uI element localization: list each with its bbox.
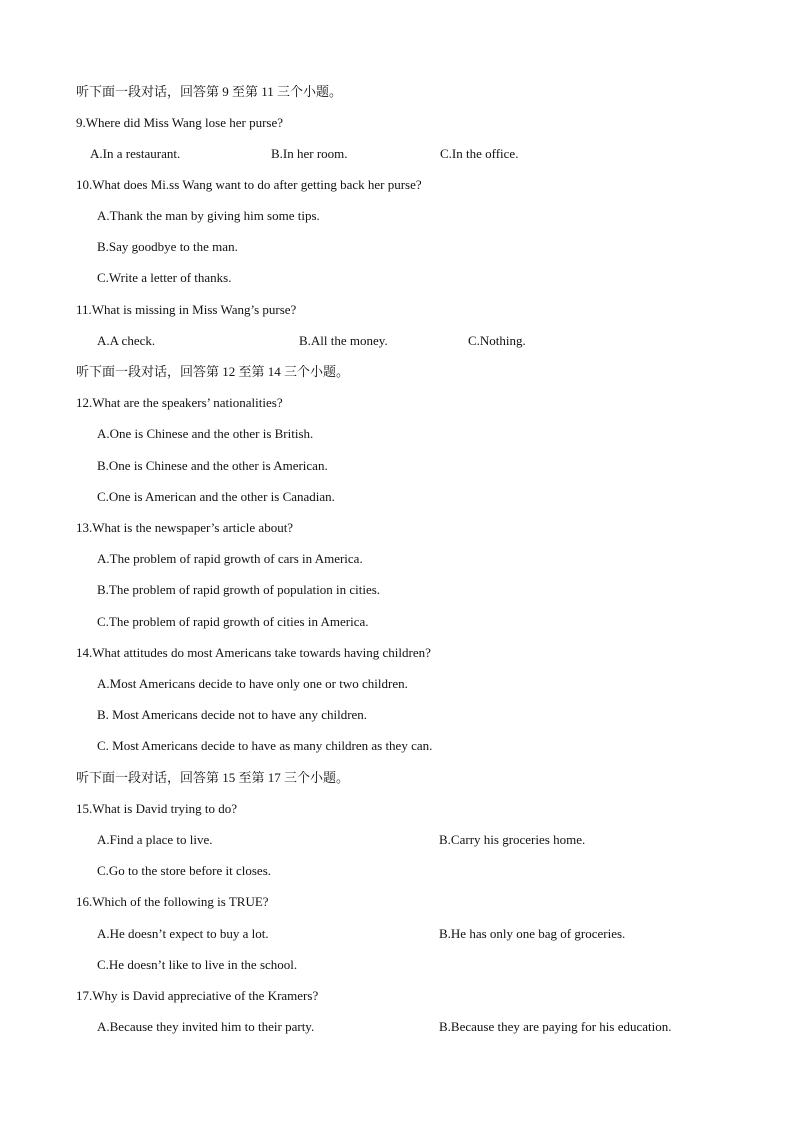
question-13-stem: 13.What is the newspaper’s article about? — [76, 520, 294, 535]
question-13-option-a: A.The problem of rapid growth of cars in America. — [97, 551, 363, 566]
question-9-option-b: B.In her room. — [271, 146, 348, 161]
question-14-option-a: A.Most Americans decide to have only one or two children. — [97, 676, 408, 691]
question-13-option-b: B.The problem of rapid growth of population in cities. — [97, 582, 381, 597]
question-11-option-b: B.All the money. — [299, 333, 388, 348]
question-14-stem: 14.What attitudes do most Americans take towards having children? — [76, 645, 431, 660]
question-15-option-a: A.Find a place to live. — [97, 832, 213, 847]
section-heading: 听下面一段对话，回答第 15 至第 17 三个小题。 — [76, 770, 350, 785]
question-12-option-a: A.One is Chinese and the other is British. — [97, 426, 314, 441]
question-11-option-c: C.Nothing. — [468, 333, 526, 348]
question-16-option-a: A.He doesn’t expect to buy a lot. — [97, 926, 269, 941]
question-15-stem: 15.What is David trying to do? — [76, 801, 238, 816]
question-10-option-c: C.Write a letter of thanks. — [97, 270, 232, 285]
question-10-stem: 10.What does Mi.ss Wang want to do after getting back her purse? — [76, 177, 422, 192]
question-13-option-c: C.The problem of rapid growth of cities in America. — [97, 614, 369, 629]
question-12-option-b: B.One is Chinese and the other is American. — [97, 458, 328, 473]
section-heading: 听下面一段对话，回答第 9 至第 11 三个小题。 — [76, 84, 343, 99]
question-17-stem: 17.Why is David appreciative of the Kramers? — [76, 988, 319, 1003]
question-17-option-b: B.Because they are paying for his education. — [439, 1019, 672, 1034]
question-15-option-c: C.Go to the store before it closes. — [97, 863, 272, 878]
question-9-stem: 9.Where did Miss Wang lose her purse? — [76, 115, 284, 130]
question-12-option-c: C.One is American and the other is Canadian. — [97, 489, 335, 504]
question-9-option-a: A.In a restaurant. — [90, 146, 181, 161]
question-11-stem: 11.What is missing in Miss Wang’s purse? — [76, 302, 297, 317]
question-14-option-b: B. Most Americans decide not to have any children. — [97, 707, 368, 722]
question-14-option-c: C. Most Americans decide to have as many children as they can. — [97, 738, 433, 753]
question-17-option-a: A.Because they invited him to their party. — [97, 1019, 315, 1034]
question-16-stem: 16.Which of the following is TRUE? — [76, 894, 269, 909]
section-heading: 听下面一段对话，回答第 12 至第 14 三个小题。 — [76, 364, 350, 379]
question-15-option-b: B.Carry his groceries home. — [439, 832, 586, 847]
question-10-option-a: A.Thank the man by giving him some tips. — [97, 208, 320, 223]
question-16-option-c: C.He doesn’t like to live in the school. — [97, 957, 298, 972]
question-11-option-a: A.A check. — [97, 333, 156, 348]
question-10-option-b: B.Say goodbye to the man. — [97, 239, 238, 254]
question-9-option-c: C.In the office. — [440, 146, 519, 161]
question-12-stem: 12.What are the speakers’ nationalities? — [76, 395, 283, 410]
question-16-option-b: B.He has only one bag of groceries. — [439, 926, 626, 941]
